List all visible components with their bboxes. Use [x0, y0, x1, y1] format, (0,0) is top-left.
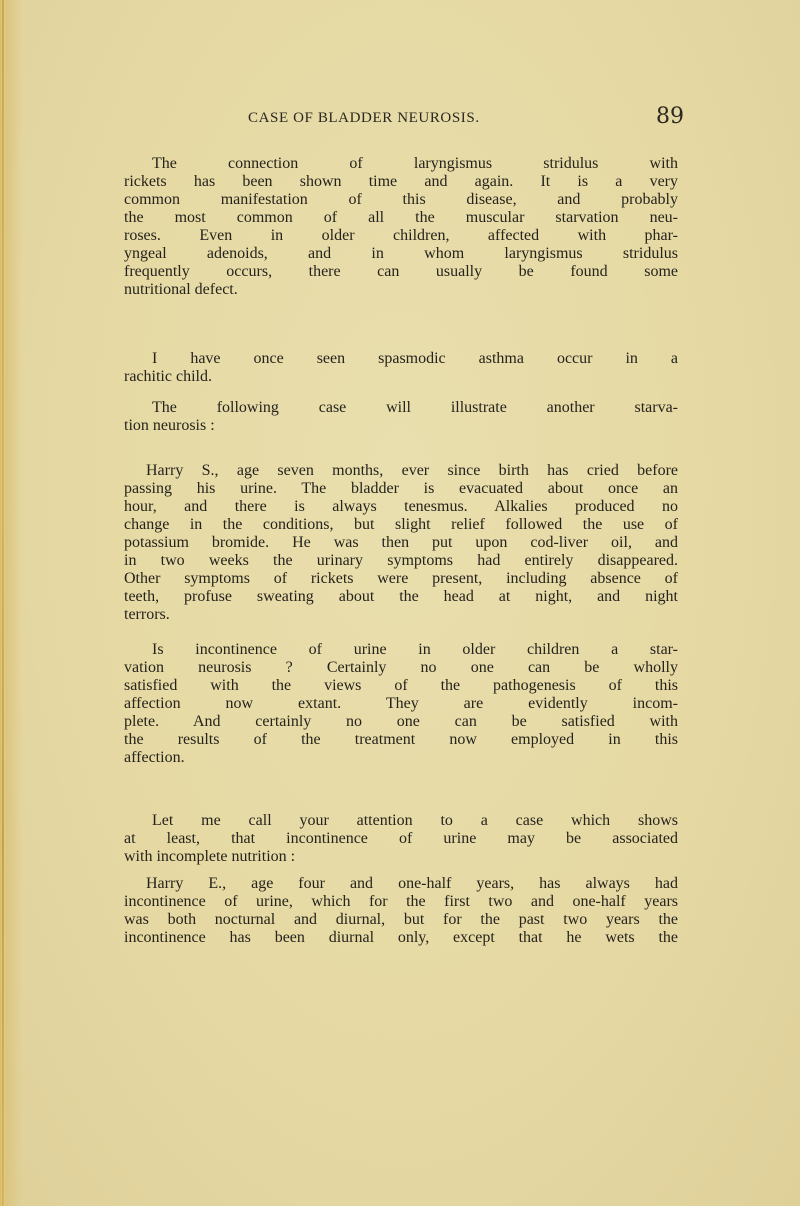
- text-line: rachitic child.: [124, 368, 212, 385]
- text-line: rickets has been shown time and again. It is a very: [124, 173, 678, 190]
- text-line: yngeal adenoids, and in whom laryngismus stridulus: [124, 245, 678, 262]
- paragraph-following-case: [124, 399, 678, 435]
- text-line: the most common of all the muscular starvation neu-: [124, 209, 678, 226]
- text-line: nutritional defect.: [124, 281, 238, 298]
- page-binding-edge: [2, 0, 4, 1206]
- text-line: incontinence has been diurnal only, except that he wets the: [124, 929, 678, 946]
- text-line: affection.: [124, 749, 185, 766]
- text-line: roses. Even in older children, affected with phar-: [124, 227, 678, 244]
- running-head-title: CASE OF BLADDER NEUROSIS.: [248, 110, 480, 126]
- text-line: with incomplete nutrition :: [124, 848, 296, 865]
- text-line: satisfied with the views of the pathogenesis of this: [124, 677, 678, 694]
- text-line: terrors.: [124, 606, 170, 623]
- text-line: Harry E., age four and one-half years, has always had: [146, 875, 678, 892]
- page-number: 89: [656, 104, 684, 129]
- text-line: passing his urine. The bladder is evacuated about once an: [124, 480, 678, 497]
- text-line: change in the conditions, but slight relief followed the use of: [124, 516, 678, 533]
- text-line: teeth, profuse sweating about the head at night, and night: [124, 588, 678, 605]
- text-line: I have once seen spasmodic asthma occur in a: [152, 350, 678, 367]
- text-line: Harry S., age seven months, ever since birth has cried before: [146, 462, 678, 479]
- paragraph-spasmodic-asthma: [124, 350, 678, 386]
- text-line: common manifestation of this disease, and probably: [124, 191, 678, 208]
- text-line: The connection of laryngismus stridulus with: [152, 155, 678, 172]
- paragraph-incontinence-question: [124, 641, 678, 767]
- text-line: hour, and there is always tenesmus. Alkalies produced no: [124, 498, 678, 515]
- text-line: affection now extant. They are evidently incom-: [124, 695, 678, 712]
- case-report-harry-e: [124, 875, 678, 947]
- text-line: was both nocturnal and diurnal, but for the past two years the: [124, 911, 678, 928]
- text-line: incontinence of urine, which for the first two and one-half years: [124, 893, 678, 910]
- text-line: at least, that incontinence of urine may be associated: [124, 830, 678, 847]
- text-line: Other symptoms of rickets were present, including absence of: [124, 570, 678, 587]
- text-line: plete. And certainly no one can be satisfied with: [124, 713, 678, 730]
- paragraph-laryngismus: [124, 155, 678, 299]
- text-line: vation neurosis ? Certainly no one can be wholly: [124, 659, 678, 676]
- text-line: potassium bromide. He was then put upon cod-liver oil, and: [124, 534, 678, 551]
- text-line: The following case will illustrate another starva-: [152, 399, 678, 416]
- text-line: the results of the treatment now employed in this: [124, 731, 678, 748]
- paragraph-call-attention: [124, 812, 678, 866]
- text-line: Is incontinence of urine in older children a star-: [152, 641, 678, 658]
- text-line: frequently occurs, there can usually be found some: [124, 263, 678, 280]
- text-line: tion neurosis :: [124, 417, 215, 434]
- text-line: in two weeks the urinary symptoms had entirely disappeared.: [124, 552, 678, 569]
- text-line: Let me call your attention to a case which shows: [152, 812, 678, 829]
- case-report-harry-s: [124, 462, 678, 624]
